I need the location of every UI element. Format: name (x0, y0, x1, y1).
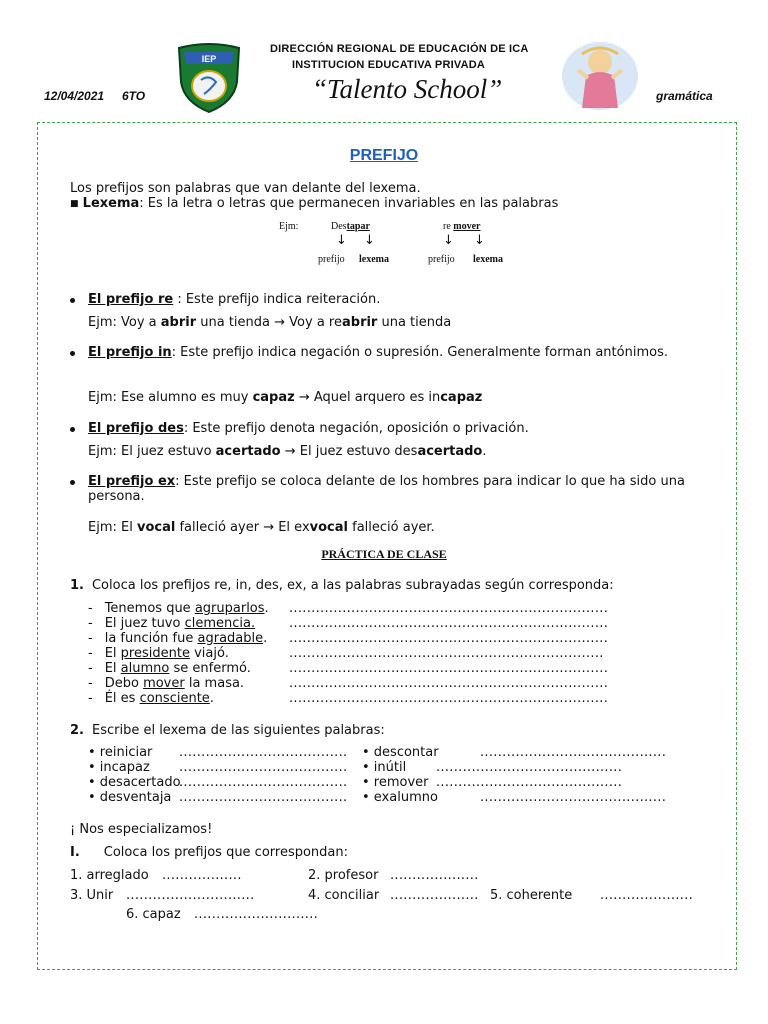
answer-blank[interactable]: .......................................... (436, 760, 623, 775)
rule-re-example: Ejm: Voy a abrir una tienda → Voy a reabrir una tienda (88, 315, 452, 330)
header-line-2: INSTITUCION EDUCATIVA PRIVADA (292, 59, 486, 71)
list-item: - El alumno se enfermó. (88, 661, 251, 676)
question-1: 1. Coloca los prefijos re, in, des, ex, a las palabras subrayadas según corresponda: (70, 578, 614, 593)
arrow-down-icon: ↓ (336, 233, 347, 248)
answer-blank[interactable]: ...................................... (179, 745, 348, 760)
answer-blank[interactable]: ...................................... (179, 760, 348, 775)
example-word-1: Destapar (331, 221, 370, 232)
list-item: - El presidente viajó. (88, 646, 229, 661)
list-item: - Él es consciente. (88, 691, 214, 706)
q3-item-1: 1. arreglado (70, 868, 149, 883)
bullet-icon (70, 351, 75, 356)
list-item: • desacertado (88, 775, 181, 790)
question-3: I. Coloca los prefijos que correspondan: (70, 845, 349, 860)
answer-blank[interactable]: .................... (390, 868, 479, 883)
question-2: 2. Escribe el lexema de las siguientes palabras: (70, 723, 385, 738)
list-item: - El juez tuvo clemencia. (88, 616, 256, 631)
answer-blank[interactable]: .......................................... (480, 790, 667, 805)
answer-blank[interactable]: ....................................................................... (289, 646, 604, 661)
list-item: • descontar (362, 745, 439, 760)
q3-item-6: 6. capaz (126, 907, 181, 922)
bullet-icon (70, 427, 75, 432)
child-jesus-image (560, 40, 640, 112)
list-item: - Tenemos que agruparlos. (88, 601, 269, 616)
school-name: “Talento School” (312, 74, 503, 104)
rule-in-example: Ejm: Ese alumno es muy capaz → Aquel arquero es incapaz (88, 390, 483, 405)
bullet-icon (70, 298, 75, 303)
list-item: • inútil (362, 760, 407, 775)
school-crest-logo (174, 42, 244, 114)
rule-ex-continued: persona. (88, 489, 145, 504)
example-label: Ejm: (279, 221, 299, 232)
lexeme-label: lexema (473, 254, 503, 265)
practice-title: PRÁCTICA DE CLASE (321, 547, 447, 561)
content-frame (37, 122, 737, 970)
rule-des-example: Ejm: El juez estuvo acertado → El juez estuvo desacertado. (88, 444, 487, 459)
section-heading: ¡ Nos especializamos! (70, 822, 213, 837)
lexema-definition: ■ Lexema: Es la letra o letras que permanecen invariables en las palabras (70, 196, 559, 211)
answer-blank[interactable]: ........................................................................ (289, 616, 609, 631)
list-item: • exalumno (362, 790, 438, 805)
subject: gramática (656, 89, 713, 103)
prefix-label: prefijo (318, 254, 345, 265)
arrow-down-icon: ↓ (443, 233, 454, 248)
rule-ex-example: Ejm: El vocal falleció ayer → El exvocal falleció ayer. (88, 520, 435, 535)
answer-blank[interactable]: .......................................... (480, 745, 667, 760)
page-title: PREFIJO (349, 147, 419, 164)
bullet-icon (70, 480, 75, 485)
list-item: • reiniciar (88, 745, 153, 760)
q3-item-4: 4. conciliar (308, 888, 380, 903)
list-item: • incapaz (88, 760, 150, 775)
answer-blank[interactable]: ........................................................................ (289, 601, 609, 616)
rule-re: El prefijo re : Este prefijo indica reiteración. (88, 292, 381, 307)
rule-in: El prefijo in: Este prefijo indica negación o supresión. Generalmente forman antónimos. (88, 345, 668, 360)
grade: 6TO (122, 89, 146, 103)
header-line-1: DIRECCIÓN REGIONAL DE EDUCACIÓN DE ICA (270, 43, 529, 55)
arrow-down-icon: ↓ (474, 233, 485, 248)
answer-blank[interactable]: ........................................................................ (289, 676, 609, 691)
example-word-2: re mover (443, 221, 481, 232)
intro-line: Los prefijos son palabras que van delante del lexema. (70, 181, 421, 196)
date: 12/04/2021 (44, 89, 105, 103)
answer-blank[interactable]: ........................................................................ (289, 631, 609, 646)
q3-item-3: 3. Unir (70, 888, 114, 903)
answer-blank[interactable]: ............................ (194, 907, 319, 922)
list-item: • desventaja (88, 790, 172, 805)
answer-blank[interactable]: ............................. (126, 888, 255, 903)
answer-blank[interactable]: .................... (390, 888, 479, 903)
answer-blank[interactable]: ..................... (600, 888, 694, 903)
answer-blank[interactable]: .................. (162, 868, 242, 883)
list-item: - la función fue agradable. (88, 631, 268, 646)
arrow-down-icon: ↓ (364, 233, 375, 248)
rule-ex: El prefijo ex: Este prefijo se coloca delante de los hombres para indicar lo que ha sido una (88, 474, 685, 489)
prefix-label: prefijo (428, 254, 455, 265)
svg-text:IEP: IEP (201, 54, 217, 64)
rule-des: El prefijo des: Este prefijo denota negación, oposición o privación. (88, 421, 529, 436)
list-item: - Debo mover la masa. (88, 676, 245, 691)
answer-blank[interactable]: ...................................... (179, 775, 348, 790)
list-item: • remover (362, 775, 429, 790)
answer-blank[interactable]: ........................................................................ (289, 661, 609, 676)
answer-blank[interactable]: .......................................... (436, 775, 623, 790)
answer-blank[interactable]: ...................................... (179, 790, 348, 805)
q3-item-5: 5. coherente (490, 888, 573, 903)
q3-item-2: 2. profesor (308, 868, 379, 883)
answer-blank[interactable]: ........................................................................ (289, 691, 609, 706)
lexeme-label: lexema (359, 254, 389, 265)
